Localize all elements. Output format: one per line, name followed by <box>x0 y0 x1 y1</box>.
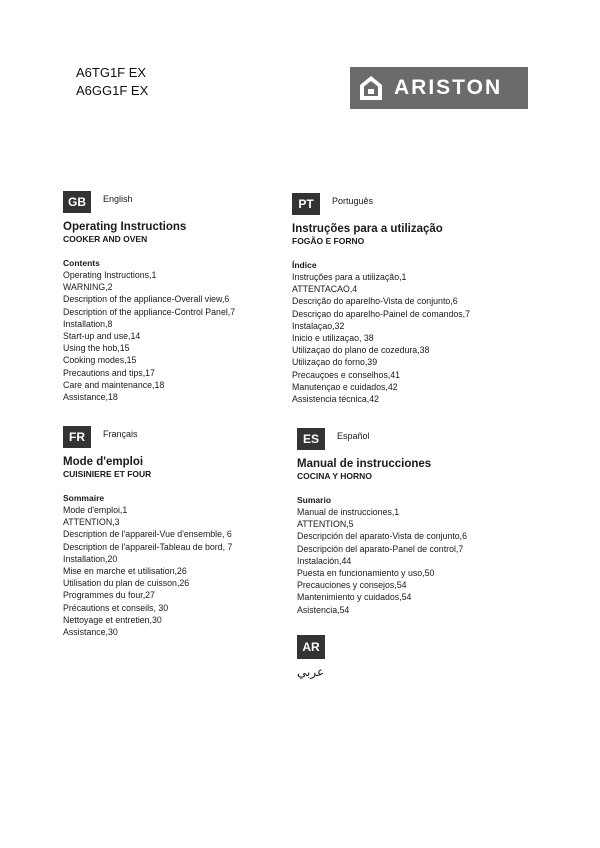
contents-item: Assistencia técnica,42 <box>292 394 380 405</box>
language-name: English <box>103 194 133 204</box>
contents-item: Care and maintenance,18 <box>63 379 165 390</box>
contents-item: Precauçoes e conselhos,41 <box>292 369 401 380</box>
language-code-badge: ES <box>297 428 325 450</box>
contents-item: Puesta en funcionamiento y uso,50 <box>297 568 435 579</box>
language-name: عربي <box>297 665 325 679</box>
contents-item: Asistencia,54 <box>297 604 350 615</box>
contents-item: Utilizaçao do plano de cozedura,38 <box>292 345 430 356</box>
contents-item: ATTENTION,3 <box>63 517 120 528</box>
contents-item: Descriçao do aparelho-Painel de comandos,7 <box>292 308 470 319</box>
contents-item: Instruções para a utilização,1 <box>292 272 407 282</box>
section-french <box>63 426 313 638</box>
model-number: A6TG1F EX <box>76 65 147 80</box>
contents-item: ATTENTION,5 <box>297 519 354 530</box>
language-name: Español <box>337 431 370 441</box>
contents-item: WARNING,2 <box>63 282 113 293</box>
contents-item: Start-up and use,14 <box>63 331 141 342</box>
contents-item: Description de l'appareil-Tableau de bord, 7 <box>63 541 233 552</box>
contents-item: ATTENTACAO,4 <box>292 284 358 295</box>
contents-item: Operating Instructions,1 <box>63 270 157 280</box>
contents-item: Inicio e utilizaçao, 38 <box>292 333 374 344</box>
section-english <box>63 191 313 403</box>
section-title: Manual de instrucciones <box>297 458 432 470</box>
language-code-badge: PT <box>292 193 320 215</box>
contents-item: Mantenimiento y cuidados,54 <box>297 592 412 603</box>
contents-item: Assistance,30 <box>63 627 118 638</box>
language-code-badge: AR <box>297 635 325 659</box>
contents-item: Description of the appliance-Control Panel,7 <box>63 306 236 317</box>
contents-item: Nettoyage et entretien,30 <box>63 614 162 625</box>
contents-item: Installation,8 <box>63 318 113 329</box>
language-name: Français <box>103 429 138 439</box>
contents-item: Assistance,18 <box>63 392 118 403</box>
contents-heading: Sumario <box>297 495 332 505</box>
contents-item: Descripción del aparato-Panel de control,7 <box>297 543 464 554</box>
contents-item: Precauciones y consejos,54 <box>297 580 407 591</box>
section-subtitle: FOGÃO E FORNO <box>292 236 365 246</box>
contents-item: Cooking modes,15 <box>63 355 137 366</box>
contents-item: Utilizaçao do forno,39 <box>292 357 378 368</box>
language-name: Português <box>332 196 374 206</box>
section-portuguese <box>292 193 542 405</box>
contents-item: Programmes du four,27 <box>63 590 155 601</box>
table-of-contents <box>297 506 547 616</box>
contents-item: Utilisation du plan de cuisson,26 <box>63 578 190 589</box>
house-logo-icon <box>358 74 384 102</box>
section-title: Operating Instructions <box>63 221 187 233</box>
contents-item: Instalaçao,32 <box>292 320 345 331</box>
contents-item: Installation,20 <box>63 553 118 564</box>
contents-item: Mode d'emploi,1 <box>63 505 128 515</box>
contents-item: Manual de instrucciones,1 <box>297 507 400 517</box>
contents-heading: Índice <box>292 260 317 270</box>
section-arabic <box>297 635 377 679</box>
section-spanish <box>297 428 547 616</box>
contents-item: Using the hob,15 <box>63 343 130 354</box>
contents-item: Descripción del aparato-Vista de conjunto,6 <box>297 531 468 542</box>
table-of-contents <box>63 504 313 638</box>
contents-item: Manutençao e cuidados,42 <box>292 381 398 392</box>
section-title: Instruções para a utilização <box>292 223 443 235</box>
model-number: A6GG1F EX <box>76 83 149 98</box>
table-of-contents <box>63 269 313 403</box>
brand-logo <box>350 67 528 109</box>
contents-item: Description de l'appareil-Vue d'ensemble, 6 <box>63 529 232 540</box>
language-code-badge: GB <box>63 191 91 213</box>
contents-item: Description of the appliance-Overall view,6 <box>63 294 230 305</box>
contents-heading: Contents <box>63 258 100 268</box>
contents-item: Instalación,44 <box>297 555 352 566</box>
section-subtitle: CUISINIERE ET FOUR <box>63 469 152 479</box>
contents-item: Précautions et conseils, 30 <box>63 602 169 613</box>
section-title: Mode d'emploi <box>63 456 144 468</box>
table-of-contents <box>292 271 542 405</box>
brand-name: ARISTON <box>394 76 503 99</box>
contents-item: Precautions and tips,17 <box>63 367 155 378</box>
contents-heading: Sommaire <box>63 493 105 503</box>
contents-item: Descrição do aparelho-Vista de conjunto,6 <box>292 296 458 307</box>
model-numbers <box>76 64 148 100</box>
section-subtitle: COOKER AND OVEN <box>63 234 148 244</box>
section-subtitle: COCINA Y HORNO <box>297 471 372 481</box>
language-code-badge: FR <box>63 426 91 448</box>
contents-item: Mise en marche et utilisation,26 <box>63 566 187 577</box>
